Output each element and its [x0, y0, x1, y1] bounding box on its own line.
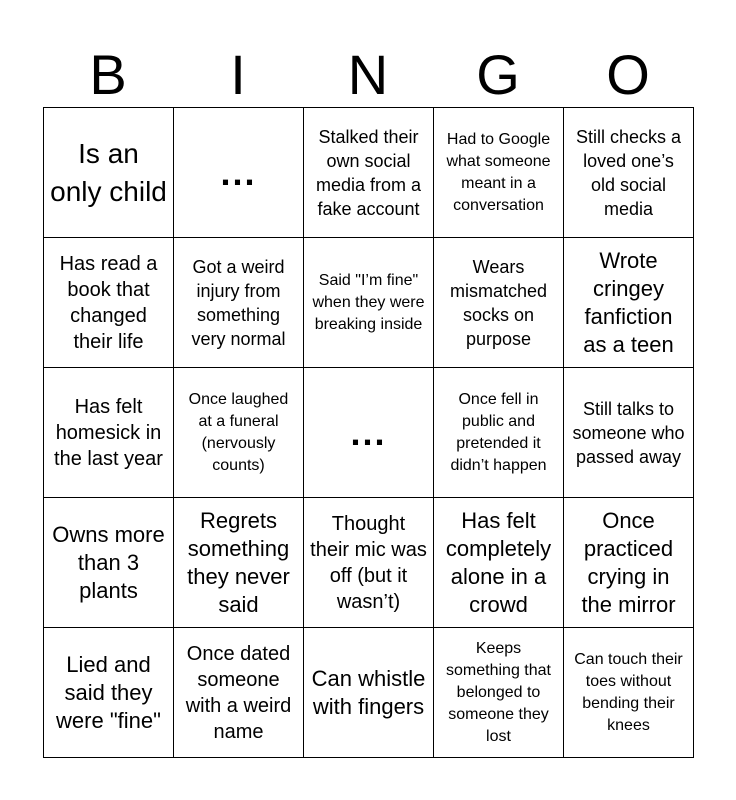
bingo-cell-r1-c2[interactable] [174, 108, 304, 238]
cell-text: Once dated someone with a weird name [185, 642, 292, 743]
cell-text: Keeps something that belonged to someone they lost [446, 639, 551, 745]
bingo-cell-r4-c3[interactable] [304, 498, 434, 628]
bingo-cell-r1-c4[interactable] [434, 108, 564, 238]
bingo-header [43, 42, 693, 108]
cell-text: Is an only child [50, 137, 167, 207]
bingo-board [43, 107, 694, 758]
bingo-cell-r5-c2[interactable] [174, 628, 304, 758]
bingo-cell-r3-c1[interactable] [44, 368, 174, 498]
cell-text: Has read a book that changed their life [59, 252, 158, 353]
bingo-cell-r2-c4[interactable] [434, 238, 564, 368]
cell-text: Lied and said they were "fine" [56, 651, 161, 733]
bingo-cell-r4-c2[interactable] [174, 498, 304, 628]
bingo-cell-r4-c5[interactable] [564, 498, 694, 628]
cell-text: Thought their mic was off (but it wasn’t) [310, 512, 427, 613]
cell-text: ... [220, 151, 257, 193]
cell-text: Once laughed at a funeral (nervously counts) [188, 390, 289, 474]
bingo-cell-r5-c5[interactable] [564, 628, 694, 758]
bingo-cell-r4-c1[interactable] [44, 498, 174, 628]
bingo-cell-r3-c4[interactable] [434, 368, 564, 498]
cell-text: ... [350, 411, 387, 453]
header-letter-i: I [230, 43, 246, 106]
cell-text: Regrets something they never said [187, 507, 290, 617]
bingo-cell-r2-c5[interactable] [564, 238, 694, 368]
bingo-cell-r5-c1[interactable] [44, 628, 174, 758]
bingo-cell-r1-c5[interactable] [564, 108, 694, 238]
cell-text: Wears mismatched socks on purpose [449, 256, 548, 349]
cell-text: Owns more than 3 plants [52, 521, 165, 603]
bingo-cell-r2-c3[interactable] [304, 238, 434, 368]
cell-text: Has felt homesick in the last year [54, 395, 163, 470]
cell-text: Once practiced crying in the mirror [581, 507, 676, 617]
cell-text: Stalked their own social media from a fake account [315, 126, 422, 219]
header-letter-b: B [89, 43, 127, 106]
bingo-cell-r1-c1[interactable] [44, 108, 174, 238]
bingo-cell-r5-c4[interactable] [434, 628, 564, 758]
cell-text: Still talks to someone who passed away [572, 398, 685, 467]
bingo-cell-r1-c3[interactable] [304, 108, 434, 238]
cell-text: Once fell in public and pretended it didn’t happen [450, 390, 547, 474]
cell-text: Has felt completely alone in a crowd [445, 507, 552, 617]
cell-text: Can whistle with fingers [311, 665, 426, 719]
bingo-cell-r3-c3[interactable] [304, 368, 434, 498]
bingo-cell-r3-c5[interactable] [564, 368, 694, 498]
cell-text: Said "I’m fine" when they were breaking inside [312, 271, 425, 333]
header-letter-g: G [476, 43, 520, 106]
header-letter-n: N [347, 43, 389, 106]
cell-text: Got a weird injury from something very normal [191, 256, 286, 349]
bingo-cell-r2-c2[interactable] [174, 238, 304, 368]
bingo-cell-r2-c1[interactable] [44, 238, 174, 368]
bingo-cell-r4-c4[interactable] [434, 498, 564, 628]
cell-text: Still checks a loved one’s old social media [575, 126, 682, 219]
bingo-cell-r3-c2[interactable] [174, 368, 304, 498]
bingo-cell-r5-c3[interactable] [304, 628, 434, 758]
cell-text: Can touch their toes without bending their knees [574, 650, 683, 734]
cell-text: Had to Google what someone meant in a conversation [446, 130, 551, 214]
header-letter-o: O [606, 43, 650, 106]
cell-text: Wrote cringey fanfiction as a teen [583, 247, 674, 357]
